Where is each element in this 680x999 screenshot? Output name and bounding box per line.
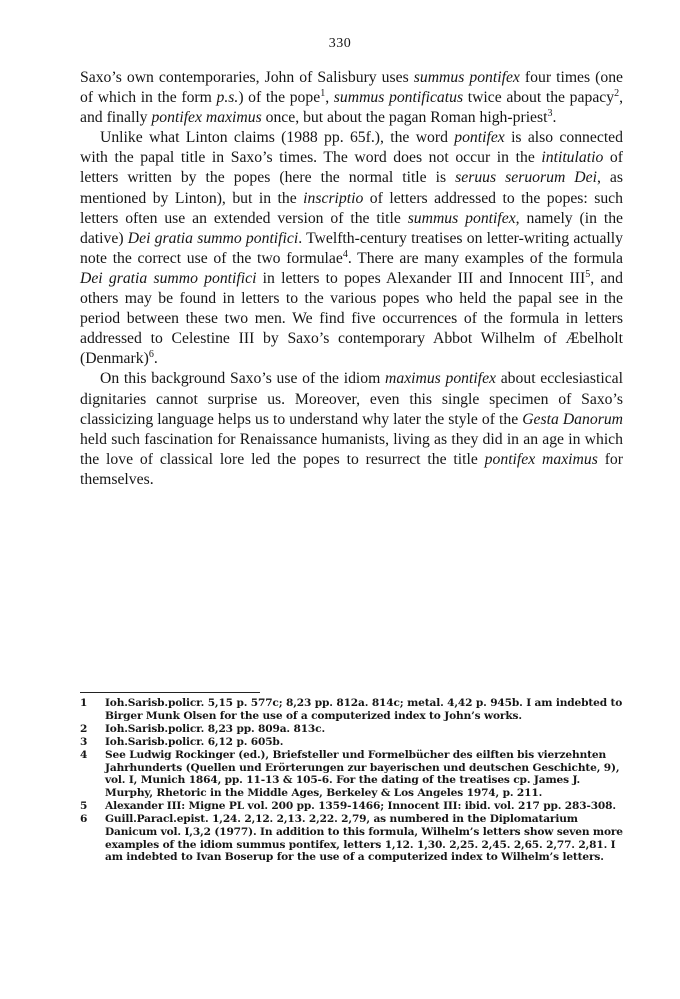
- text-run: . Twelfth-century treatises on letter-writing actually note the correct use of the two formulae: [80, 229, 623, 267]
- text-run: Unlike what Linton claims (1988 pp. 65f.), the word: [100, 129, 455, 147]
- text-run: in letters to popes Alexander III and Innocent III: [256, 269, 586, 287]
- italic-term: summus pontifex: [413, 69, 520, 86]
- footnote: [80, 800, 628, 813]
- text-run: twice about the papacy: [463, 89, 615, 107]
- italic-term: Dei gratia summo pontifici: [127, 229, 299, 247]
- text-run: once, but about the pagan Roman high-priest: [261, 109, 548, 127]
- body-text: [80, 68, 623, 490]
- footnote-number: 3: [80, 735, 88, 748]
- italic-term: p.s.: [216, 89, 239, 107]
- italic-term: Gesta Danorum: [522, 410, 623, 428]
- paragraph-3: [80, 369, 623, 490]
- italic-term: pontifex maximus: [484, 450, 598, 468]
- text-run: . There are many examples of the formula: [347, 249, 623, 267]
- italic-term: intitulatio: [541, 149, 604, 167]
- italic-term: pontifex maximus: [151, 109, 262, 127]
- footnote-text: Ioh.Sarisb.policr. 8,23 pp. 809a. 813c.: [105, 722, 325, 735]
- text-run: , and others may be found in letters to the various popes who held the papal see in the period between these two men. We find five occurrences of the formula in letters addressed to Celestine III by Saxo’s contemporary Abbot Wilhelm of Æbelholt (Denmark): [80, 269, 623, 368]
- footnote-number: 4: [80, 749, 88, 762]
- footnote-ref: 6: [148, 349, 154, 361]
- text-run: , and finally: [80, 89, 624, 127]
- footnote-ref: 3: [547, 108, 553, 120]
- footnote-number: 1: [80, 697, 88, 709]
- footnote-divider: [80, 692, 260, 693]
- footnote: [80, 813, 628, 863]
- footnote-number: 2: [80, 722, 88, 735]
- footnotes: [80, 697, 628, 864]
- text-run: of letters written by the popes (here the normal title is: [80, 149, 623, 187]
- italic-term: summus pontifex: [407, 209, 516, 227]
- text-run: , namely (in the dative): [80, 209, 624, 247]
- paragraph-1: [80, 68, 623, 128]
- footnote: [80, 697, 628, 722]
- italic-term: inscriptio: [303, 189, 364, 207]
- page-number: 330: [328, 36, 352, 51]
- italic-term: Dei gratia summo pontifici: [80, 269, 257, 287]
- footnote: [80, 723, 628, 736]
- text-run: ,: [325, 89, 334, 107]
- text-run: for themselves.: [80, 450, 623, 488]
- italic-term: maximus pontifex: [385, 370, 497, 388]
- text-run: four times (one of which in the form: [80, 69, 624, 107]
- footnote-number: 5: [80, 800, 88, 813]
- footnote-ref: 4: [342, 248, 348, 260]
- text-run: , as mentioned by Linton), but in the: [80, 169, 623, 207]
- footnote-number: 6: [80, 813, 88, 826]
- italic-term: seruus seruorum Dei: [455, 169, 597, 187]
- paragraph-2: [80, 128, 623, 369]
- footnote-text: See Ludwig Rockinger (ed.), Briefsteller und Formelbücher des eilften bis vierzehnten Jahrhunderts (Quellen und Erörterungen zur bayerischen und deutschen Geschichte, 9), vol. I, Munich 1864, pp. 11-13 & 105-6. For the dating of the treatises cp. James J. Murphy, Rhetoric in the Middle Ages, Berkeley & Los Angeles 1974, p. 211.: [105, 749, 620, 799]
- footnote-text: Ioh.Sarisb.policr. 5,15 p. 577c; 8,23 pp. 812a. 814c; metal. 4,42 p. 945b. I am indebted to Birger Munk Olsen for the use of a computerized index to John’s works.: [105, 697, 623, 722]
- footnote-ref: 5: [585, 268, 591, 280]
- footnote-ref: 1: [320, 88, 326, 100]
- footnote: [80, 736, 628, 749]
- text-run: On this background Saxo’s use of the idiom: [100, 370, 386, 388]
- text-run: Saxo’s own contemporaries, John of Salisbury uses: [80, 69, 414, 86]
- text-run: held such fascination for Renaissance humanists, living as they did in an age in which the love of classical lore led the popes to resurrect the title: [80, 430, 623, 468]
- text-run: about ecclesiastical dignitaries cannot surprise us. Moreover, even this single specimen of Saxo’s classicizing language helps us to understand why later the style of the: [80, 370, 623, 428]
- text-run: is also connected with the papal title in Saxo’s times. The word does not occur in the: [80, 129, 623, 167]
- text-run: ) of the pope: [238, 89, 321, 107]
- text-run: .: [153, 350, 158, 368]
- footnote-ref: 2: [614, 88, 620, 100]
- italic-term: summus pontificatus: [333, 89, 464, 107]
- footnote-text: Ioh.Sarisb.policr. 6,12 p. 605b.: [105, 735, 284, 748]
- footnote-text: Guill.Paracl.epist. 1,24. 2,12. 2,13. 2,22. 2,79, as numbered in the Diplomatarium Danicum vol. I,3,2 (1977). In addition to this formula, Wilhelm’s letters show seven more examples of the idiom summus pontifex, letters 1,12. 1,30. 2,25. 2,45. 2,65. 2,77. 2,81. I am indebted to Ivan Boserup for the use of a computerized index to Wilhelm’s letters.: [105, 813, 623, 864]
- footnote-text: Alexander III: Migne PL vol. 200 pp. 1359-1466; Innocent III: ibid. vol. 217 pp. 283-308.: [105, 800, 616, 813]
- footnote: [80, 749, 628, 799]
- text-run: .: [552, 109, 557, 127]
- text-run: of letters addressed to the popes: such letters often use an extended version of the title: [80, 189, 623, 227]
- italic-term: pontifex: [454, 129, 505, 147]
